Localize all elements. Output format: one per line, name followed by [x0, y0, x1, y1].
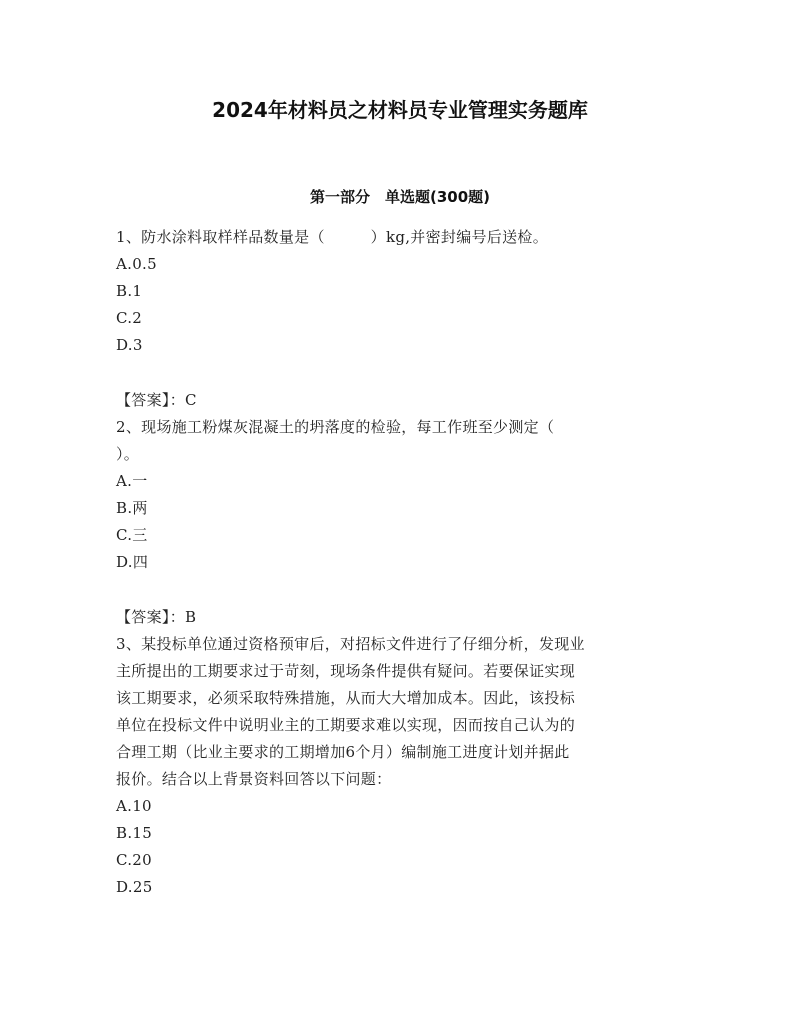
stem-line: 合理工期（比业主要求的工期增加6个月）编制施工进度计划并据此 [116, 743, 570, 761]
option-c: C.2 [116, 309, 143, 327]
option-d: D.25 [116, 878, 153, 896]
answer-line: 【答案】：B [116, 608, 197, 626]
question-3 [116, 631, 676, 901]
option-a: A.一 [116, 472, 148, 490]
option-d: D.3 [116, 336, 143, 354]
question-2 [116, 414, 676, 631]
question-list [116, 224, 676, 901]
answer-line: 【答案】：C [116, 391, 197, 409]
option-b: B.两 [116, 499, 148, 517]
option-list [116, 251, 676, 359]
option-b: B.15 [116, 824, 153, 842]
stem-line: 单位在投标文件中说明业主的工期要求难以实现，因而按自己认为的 [116, 716, 576, 734]
option-d: D.四 [116, 553, 149, 571]
option-a: A.0.5 [116, 255, 157, 273]
option-a: A.10 [116, 797, 152, 815]
option-c: C.三 [116, 526, 148, 544]
option-b: B.1 [116, 282, 143, 300]
question-stem [116, 631, 676, 793]
section-title: 第一部分 单选题(300题) [309, 188, 491, 206]
question-stem: 1、防水涂料取样样品数量是（ ）kg,并密封编号后送检。 [116, 228, 549, 246]
option-list [116, 793, 676, 901]
stem-line: 主所提出的工期要求过于苛刻，现场条件提供有疑问。若要保证实现 [116, 662, 576, 680]
document-title: 2024年材料员之材料员专业管理实务题库 [212, 98, 588, 122]
stem-line: 3、某投标单位通过资格预审后，对招标文件进行了仔细分析，发现业 [116, 635, 585, 653]
question-1 [116, 224, 676, 414]
option-c: C.20 [116, 851, 152, 869]
option-list [116, 468, 676, 576]
stem-line: 该工期要求，必须采取特殊措施，从而大大增加成本。因此，该投标 [116, 689, 576, 707]
stem-line: 2、现场施工粉煤灰混凝土的坍落度的检验，每工作班至少测定（ [116, 418, 555, 436]
question-stem [116, 414, 676, 468]
stem-line: ）。 [116, 445, 140, 463]
stem-line: 报价。结合以上背景资料回答以下问题： [116, 770, 392, 788]
